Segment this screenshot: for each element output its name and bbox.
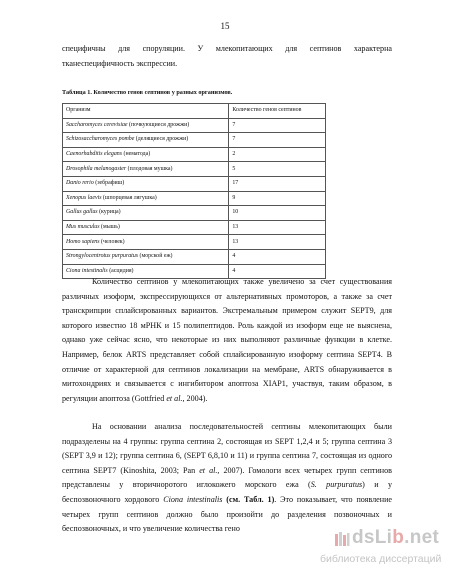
organism-cell (63, 118, 229, 133)
book-stack-icon (334, 531, 350, 547)
text-run: регуляции апоптоза (Gottfried (62, 393, 167, 403)
organism-common-name: (зебрафиш) (93, 180, 125, 187)
intro-line-2: тканеспецифичность экспрессии. (62, 58, 178, 68)
italic-species: S. purpuratus (310, 480, 363, 490)
text-line: четырех групп септинов должно было произойти до разделения позвоночных и (62, 509, 392, 519)
gene-count-cell: 5 (229, 162, 326, 177)
table-row (63, 162, 326, 177)
organism-cell (63, 235, 229, 250)
text-line: Например, белок ARTS представляет собой сплайсированную изоформу септина SEPT4. В (62, 350, 392, 359)
organism-common-name: (курица) (97, 209, 121, 216)
table-row (63, 147, 326, 162)
organism-common-name: (морской еж) (138, 253, 173, 260)
organism-common-name: (плодовая мушка) (126, 165, 173, 172)
organism-latin-name: Saccharomyces cerevisiae (66, 121, 128, 128)
watermark-subtitle: библиотека диссертаций (320, 553, 442, 565)
text-run: ) и у (362, 480, 393, 490)
text-line (62, 478, 392, 493)
text-line: На основании анализа последовательностей септины млекопитающих были (92, 422, 392, 431)
organism-cell (63, 162, 229, 177)
text-line: митохондриях и связывается с ингибитором апоптоза XIAP1, участвуя, таким образом, в (62, 379, 392, 389)
organism-common-name: (нематода) (122, 151, 151, 158)
gene-count-cell: 10 (229, 206, 326, 221)
organism-latin-name: Schizosaccharomyces pombe (66, 136, 135, 143)
organism-latin-name: Gallus gallus (66, 209, 98, 216)
gene-count-cell: 7 (229, 133, 326, 148)
text-line: которого известно 18 мРНК и 15 полипептидов. Роль каждой из изоформ еще не выяснена, (62, 320, 392, 330)
organism-cell (63, 249, 229, 264)
text-run: , 2004). (182, 393, 208, 403)
organism-common-name: (человек) (99, 238, 125, 245)
text-line (62, 392, 392, 407)
organism-cell (63, 191, 229, 206)
organism-cell (63, 147, 229, 162)
text-run: , 2007). Гомологи всех четырех групп септинов (217, 465, 392, 475)
text-line: подразделены на 4 группы: группа септина 2, состоящая из SEPT 1,2,4 и 5; группа септина 3 (62, 436, 392, 446)
header-gene-count: Количество генов септинов (229, 104, 326, 119)
text-run: . Это показывает, что появление (274, 495, 392, 504)
text-run: представлены у вторичноротого иглокожего морского ежа ( (62, 480, 311, 490)
table-header-row (63, 104, 326, 119)
text-line: (SEPT 3,9 и 12); группа септина 6, (SEPT 6,8,10 и 11) и группа септина 7, состоящая из одного (62, 451, 392, 461)
table-row (63, 176, 326, 191)
organism-latin-name: Drosophila melanogaster (66, 165, 127, 172)
organism-latin-name: Strongylocentrotus purpuratus (66, 253, 139, 260)
text-line: отличие от характерной для септинов локализации на мембране, ARTS обнаруживается в (62, 364, 392, 374)
italic-species: Ciona intestinalis (163, 495, 223, 504)
organism-latin-name: Ciona intestinalis (66, 267, 108, 274)
table-row (63, 206, 326, 221)
intro-line-1: специфичны для споруляции. У млекопитающих для септинов характерна (62, 44, 392, 53)
organism-common-name: (делящиеся дрожжи) (134, 136, 189, 143)
organism-cell (63, 206, 229, 221)
gene-count-cell: 7 (229, 118, 326, 133)
italic-citation: et al. (166, 393, 183, 403)
organism-latin-name: Homo sapiens (66, 238, 100, 245)
text-line (62, 464, 392, 479)
gene-count-cell: 4 (229, 249, 326, 264)
text-run: септина SEPT7 (Kinoshita, 2003; Pan (62, 465, 200, 475)
organism-cell (63, 133, 229, 148)
organism-common-name: (шпорцевая лягушка) (101, 194, 157, 201)
text-run: беспозвоночного хордового (62, 495, 164, 504)
organism-cell (63, 220, 229, 235)
organism-common-name: (мышь) (99, 224, 120, 231)
septin-genes-table (62, 103, 326, 279)
text-line: транскрипции сплайсированных вариантов. Экстремальным примером служит SEPT9, для (62, 306, 392, 316)
organism-common-name: (асцидия) (107, 267, 134, 274)
watermark-logo: dsLib.net (352, 527, 440, 548)
table-row (63, 220, 326, 235)
table-row (63, 133, 326, 148)
table-caption: Таблица 1. Количество генов септинов у разных организмов. (62, 89, 233, 96)
organism-cell (63, 176, 229, 191)
organism-latin-name: Caenorhabditis elegans (66, 151, 123, 158)
text-line (62, 493, 392, 508)
table-row (63, 235, 326, 250)
gene-count-cell: 2 (229, 147, 326, 162)
organism-latin-name: Danio rerio (66, 180, 94, 187)
gene-count-cell: 17 (229, 176, 326, 191)
organism-common-name: (почкующиеся дрожжи) (127, 121, 190, 128)
gene-count-cell: 9 (229, 191, 326, 206)
text-line: Количество септинов у млекопитающих также увеличено за счет существования (92, 277, 392, 286)
table-row (63, 191, 326, 206)
text-line: различных изоформ, экспрессирующихся от альтернативных промоторов, а также за счет (62, 291, 392, 301)
table-row (63, 249, 326, 264)
header-organism: Организм (63, 104, 229, 119)
table-row (63, 118, 326, 133)
gene-count-cell: 4 (229, 264, 326, 279)
dslib-watermark (318, 527, 448, 579)
organism-latin-name: Mus musculus (66, 224, 100, 231)
gene-count-cell: 13 (229, 220, 326, 235)
page-number: 15 (220, 21, 230, 31)
organism-latin-name: Xenopus laevis (66, 194, 102, 201)
table-reference: (см. Табл. 1) (222, 495, 275, 504)
italic-citation: et al. (199, 465, 218, 475)
text-line: однако уже сейчас ясно, что некоторые из них выполняют различные функции в клетке. (62, 335, 392, 345)
text-line: беспозвоночных, и что увеличение количества гено (62, 524, 240, 534)
gene-count-cell: 13 (229, 235, 326, 250)
